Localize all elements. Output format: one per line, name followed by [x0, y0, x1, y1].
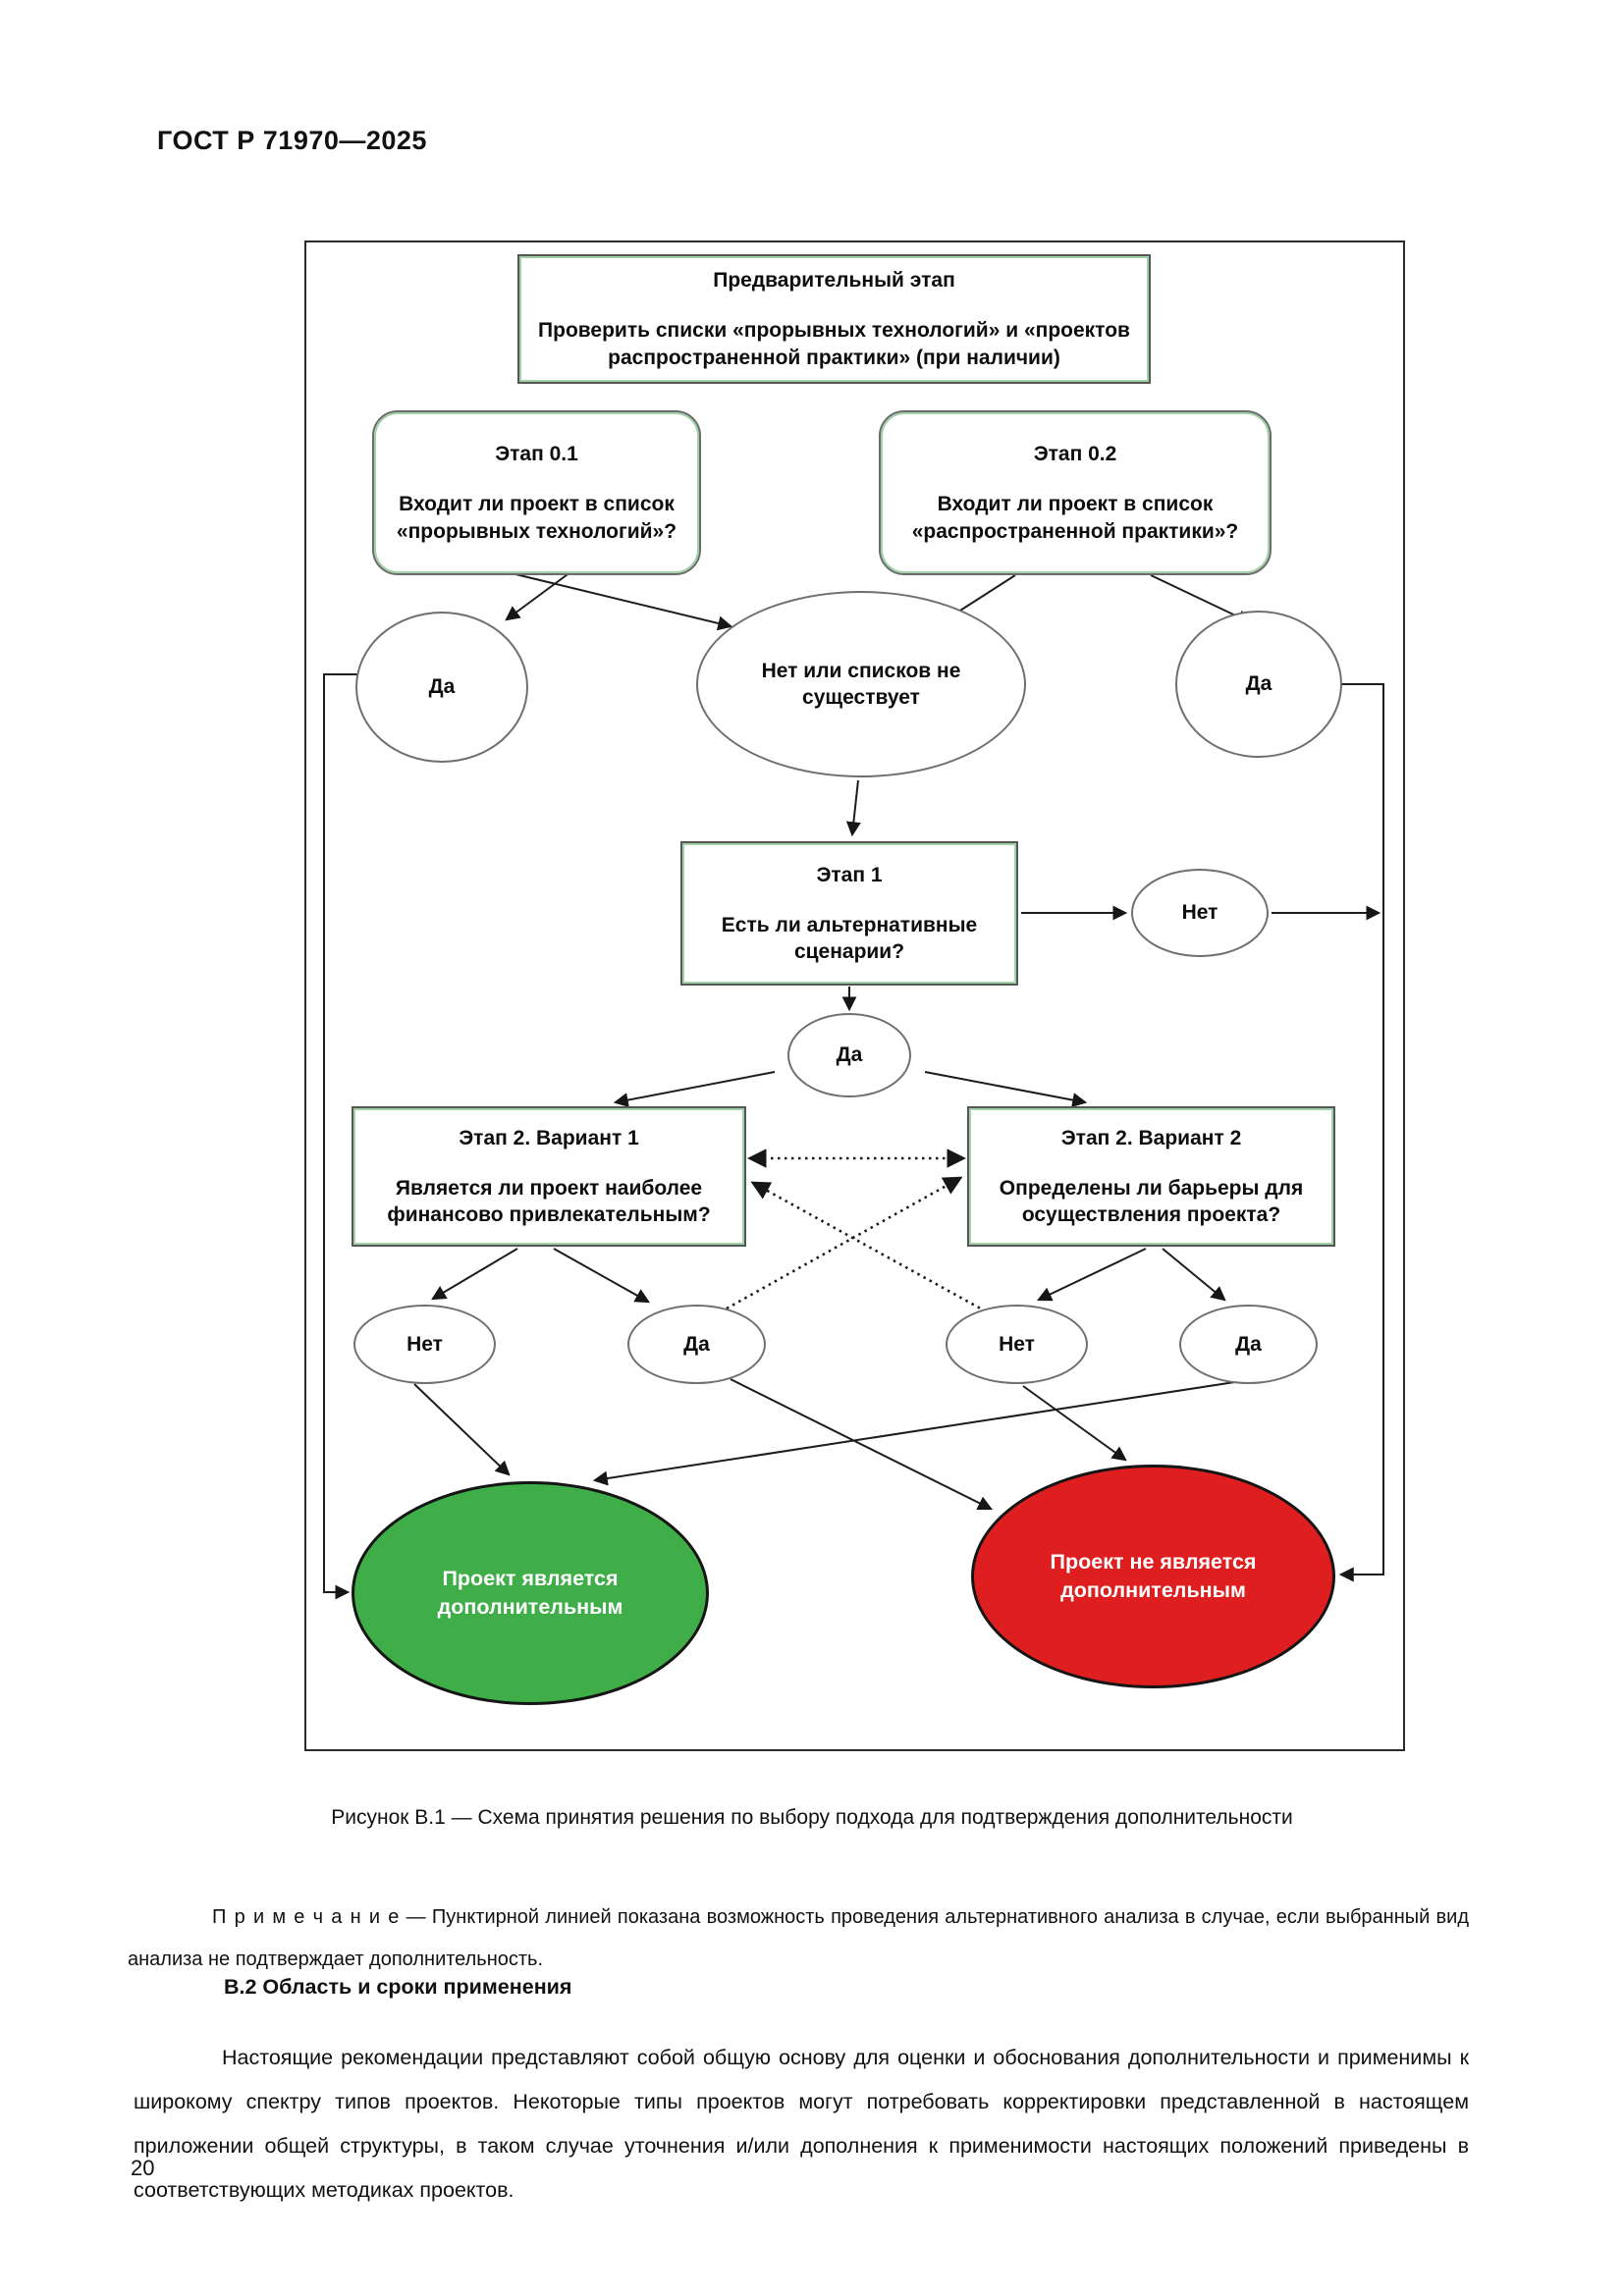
ellipse-yes-mid: Да — [787, 1013, 911, 1097]
ellipse-no-variant2: Нет — [946, 1305, 1088, 1384]
ellipse-no-step1: Нет — [1131, 869, 1269, 957]
ellipse-no-variant1: Нет — [353, 1305, 496, 1384]
node-text: Является ли проект наиболее финансово привлекательным? — [387, 1176, 711, 1227]
ellipse-yes-variant1: Да — [627, 1305, 766, 1384]
node-text: Входит ли проект в список «распространенной практики»? — [911, 493, 1239, 543]
node-title: Этап 0.2 — [1033, 443, 1117, 466]
node-title: Этап 2. Вариант 1 — [459, 1126, 639, 1149]
flowchart-frame — [304, 240, 1405, 1751]
node-step-2-variant-1 — [352, 1106, 746, 1247]
figure-caption: Рисунок В.1 — Схема принятия решения по выбору подхода для подтверждения дополнительности — [331, 1806, 1293, 1829]
node-step-1 — [680, 841, 1018, 986]
node-step-2-variant-2 — [967, 1106, 1335, 1247]
ellipse-yes-variant2: Да — [1179, 1305, 1318, 1384]
note-label: П р и м е ч а н и е — [212, 1906, 401, 1928]
ellipse-yes-left: Да — [355, 612, 528, 763]
node-text: Проверить списки «прорывных технологий» и «проектов распространенной практики» (при наличии) — [538, 319, 1130, 369]
node-step-0-1 — [372, 410, 701, 575]
outcome-project-not-additional: Проект не является дополнительным — [971, 1465, 1335, 1688]
ellipse-no-or-no-lists: Нет или списков не существует — [696, 591, 1026, 777]
document-header: ГОСТ Р 71970—2025 — [157, 126, 427, 155]
page-number: 20 — [131, 2156, 155, 2180]
section-heading: В.2 Область и сроки применения — [224, 1975, 572, 1999]
node-preliminary-stage — [517, 254, 1151, 384]
section-body: Настоящие рекомендации представляют собой общую основу для оценки и обоснования дополнительности и применимы к широкому спектру типов проектов. Некоторые типы проектов могут потребовать корректировки представленной в настоящем приложении общей структуры, в таком случае уточнения и/или дополнения к применимости настоящих положений приведены в соответствующих методиках проектов. — [134, 2045, 1469, 2202]
figure-note — [128, 1896, 1469, 1981]
node-text: Входит ли проект в список «прорывных технологий»? — [396, 493, 677, 543]
ellipse-yes-right: Да — [1175, 611, 1342, 758]
node-title: Этап 0.1 — [495, 443, 578, 466]
outcome-project-additional: Проект является дополнительным — [352, 1481, 709, 1705]
node-text: Определены ли барьеры для осуществления проекта? — [999, 1176, 1304, 1227]
note-text: — Пунктирной линией показана возможность проведения альтернативного анализа в случае, если выбранный вид анализа не подтверждает дополнительность. — [128, 1906, 1470, 1970]
node-title: Этап 1 — [816, 863, 883, 886]
node-text: Есть ли альтернативные сценарии? — [721, 913, 978, 964]
node-step-0-2 — [879, 410, 1272, 575]
node-title: Этап 2. Вариант 2 — [1060, 1126, 1242, 1149]
node-title: Предварительный этап — [713, 269, 955, 293]
